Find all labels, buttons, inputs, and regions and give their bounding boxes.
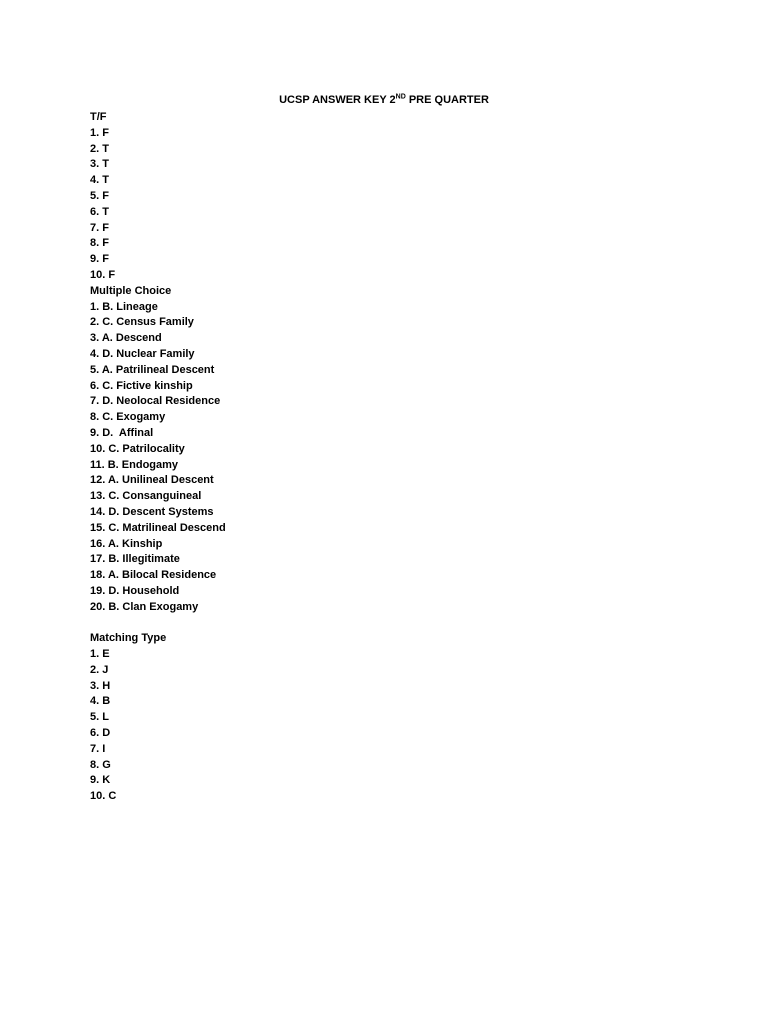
- mc-answer: 12. A. Unilineal Descent: [90, 474, 214, 487]
- mc-answer: 4. D. Nuclear Family: [90, 347, 195, 360]
- mc-answer: 2. C. Census Family: [90, 316, 194, 329]
- section-spacer: [90, 616, 490, 632]
- matching-answer: 4. B: [90, 695, 111, 708]
- mc-answer: 19. D. Household: [90, 584, 180, 597]
- tf-heading: T/F: [90, 111, 107, 123]
- matching-answer: 5. L: [90, 711, 109, 724]
- title-rest: PRE QUARTER: [405, 94, 489, 106]
- matching-answer: 9. K: [90, 774, 111, 787]
- tf-answer: 9. F: [90, 253, 109, 266]
- matching-answer: 7. I: [90, 742, 106, 755]
- tf-list: [90, 126, 490, 284]
- tf-answer: 10. F: [90, 268, 116, 281]
- mc-answer: 14. D. Descent Systems: [90, 505, 214, 518]
- matching-answer: 6. D: [90, 727, 111, 740]
- mc-answer: 8. C. Exogamy: [90, 411, 166, 424]
- tf-answer: 6. T: [90, 205, 109, 218]
- mc-answer: 20. B. Clan Exogamy: [90, 600, 199, 613]
- tf-answer: 2. T: [90, 142, 109, 155]
- title-main: UCSP ANSWER KEY 2: [279, 94, 396, 106]
- mc-answer: 3. A. Descend: [90, 332, 162, 345]
- mc-answer: 11. B. Endogamy: [90, 458, 179, 471]
- mc-answer: 9. D. Affinal: [90, 426, 154, 439]
- matching-answer: 8. G: [90, 758, 111, 771]
- mc-list: [90, 300, 490, 616]
- mc-answer: 7. D. Neolocal Residence: [90, 395, 221, 408]
- tf-answer: 3. T: [90, 158, 109, 171]
- mc-answer: 6. C. Fictive kinship: [90, 379, 193, 392]
- mc-answer: 10. C. Patrilocality: [90, 442, 185, 455]
- matching-list: [90, 647, 490, 805]
- title-superscript: ND: [395, 93, 406, 101]
- mc-answer: 16. A. Kinship: [90, 537, 163, 550]
- mc-answer: 17. B. Illegitimate: [90, 553, 180, 566]
- matching-answer: 3. H: [90, 679, 111, 692]
- mc-answer: 15. C. Matrilineal Descend: [90, 521, 226, 534]
- page-title: [0, 93, 768, 108]
- matching-answer: 10. C: [90, 790, 117, 803]
- tf-answer: 5. F: [90, 189, 109, 202]
- tf-answer: 1. F: [90, 126, 109, 139]
- mc-answer: 13. C. Consanguineal: [90, 490, 202, 503]
- mc-answer: 1. B. Lineage: [90, 300, 158, 313]
- mc-heading: Multiple Choice: [90, 284, 172, 297]
- matching-answer: 2. J: [90, 663, 109, 676]
- answer-key-content: [90, 110, 490, 805]
- mc-answer: 5. A. Patrilineal Descent: [90, 363, 215, 376]
- tf-answer: 8. F: [90, 237, 109, 250]
- matching-answer: 1. E: [90, 648, 110, 661]
- tf-answer: 4. T: [90, 174, 109, 187]
- mc-answer: 18. A. Bilocal Residence: [90, 569, 217, 582]
- tf-answer: 7. F: [90, 221, 109, 234]
- matching-heading: Matching Type: [90, 632, 167, 645]
